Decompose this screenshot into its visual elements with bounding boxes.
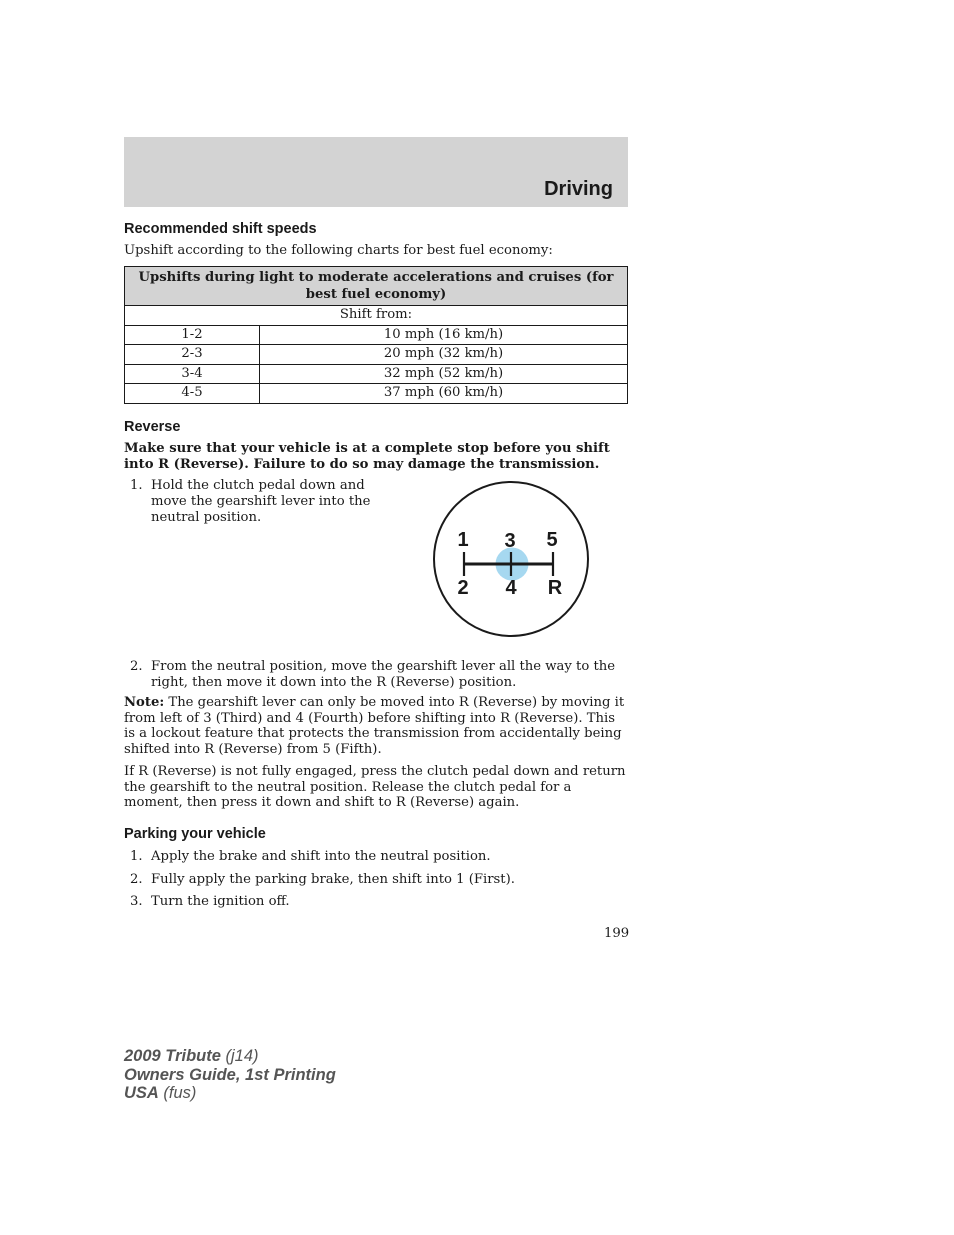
gear-label-1: 1 <box>457 529 469 551</box>
list-item <box>130 659 627 691</box>
gear-label-4: 4 <box>505 577 517 599</box>
speed-cell: 37 mph (60 km/h) <box>260 384 628 404</box>
section-header-band <box>124 137 628 207</box>
list-number: 1. <box>130 478 143 493</box>
list-number: 2. <box>130 872 143 887</box>
reverse-heading: Reverse <box>124 419 181 435</box>
gear-label-2: 2 <box>457 577 469 599</box>
note-label: Note: <box>124 695 165 710</box>
reverse-paragraph: If R (Reverse) is not fully engaged, press the clutch pedal down and return the gearshift to the neutral position. Release the clutch pedal for a moment, then press it down and shift to R (Reverse) again. <box>124 764 626 810</box>
list-number: 1. <box>130 849 143 864</box>
speed-cell: 32 mph (52 km/h) <box>260 364 628 384</box>
gear-cell: 3-4 <box>125 364 260 384</box>
list-item <box>130 849 491 865</box>
list-item <box>130 478 377 526</box>
shift-speeds-heading: Recommended shift speeds <box>124 221 317 237</box>
footer-model-code: (j14) <box>220 1047 259 1065</box>
list-text: Fully apply the parking brake, then shift into 1 (First). <box>151 872 515 887</box>
list-item <box>130 872 515 888</box>
gear-label-r: R <box>547 577 563 599</box>
reverse-note <box>124 695 628 757</box>
list-number: 2. <box>130 659 143 674</box>
list-text: Apply the brake and shift into the neutral position. <box>151 849 491 864</box>
gear-cell: 4-5 <box>125 384 260 404</box>
footer-market: USA <box>124 1084 159 1102</box>
list-number: 3. <box>130 894 143 909</box>
list-text: From the neutral position, move the gearshift lever all the way to the right, then move it down into the R (Reverse) position. <box>151 659 616 690</box>
footer-edition: Owners Guide, 1st Printing <box>124 1065 336 1084</box>
gear-label-3: 3 <box>504 530 516 552</box>
footer-market-code: (fus) <box>158 1084 197 1102</box>
list-text: Turn the ignition off. <box>151 894 290 909</box>
page-number: 199 <box>604 926 630 941</box>
speed-cell: 20 mph (32 km/h) <box>260 345 628 365</box>
note-text: The gearshift lever can only be moved into R (Reverse) by moving it from left of 3 (Third) and 4 (Fourth) before shifting into R (Reverse). This is a lockout feature that protects the transmission from accidentally being shifted into R (Reverse) from 5 (Fifth). <box>124 695 625 757</box>
gear-cell: 2-3 <box>125 345 260 365</box>
reverse-warning: Make sure that your vehicle is at a complete stop before you shift into R (Reverse). Failure to do so may damage the transmission. <box>124 441 610 472</box>
table-row <box>125 345 628 365</box>
table-row <box>125 364 628 384</box>
list-item <box>130 894 290 910</box>
section-title: Driving <box>544 178 613 200</box>
speed-cell: 10 mph (16 km/h) <box>260 325 628 345</box>
shift-speeds-intro: Upshift according to the following charts for best fuel economy: <box>124 243 553 258</box>
shift-speed-table <box>124 266 628 404</box>
parking-heading: Parking your vehicle <box>124 826 266 842</box>
footer-model: 2009 Tribute <box>124 1047 221 1065</box>
table-row <box>125 384 628 404</box>
list-text: Hold the clutch pedal down and move the gearshift lever into the neutral position. <box>151 478 371 525</box>
table-caption: Upshifts during light to moderate accelerations and cruises (for best fuel economy) <box>125 267 628 306</box>
gearshift-pattern-diagram <box>430 480 592 642</box>
footer-print-info <box>124 1047 336 1103</box>
gear-label-5: 5 <box>546 529 558 551</box>
table-row <box>125 325 628 345</box>
gear-cell: 1-2 <box>125 325 260 345</box>
table-subheader: Shift from: <box>125 306 628 326</box>
